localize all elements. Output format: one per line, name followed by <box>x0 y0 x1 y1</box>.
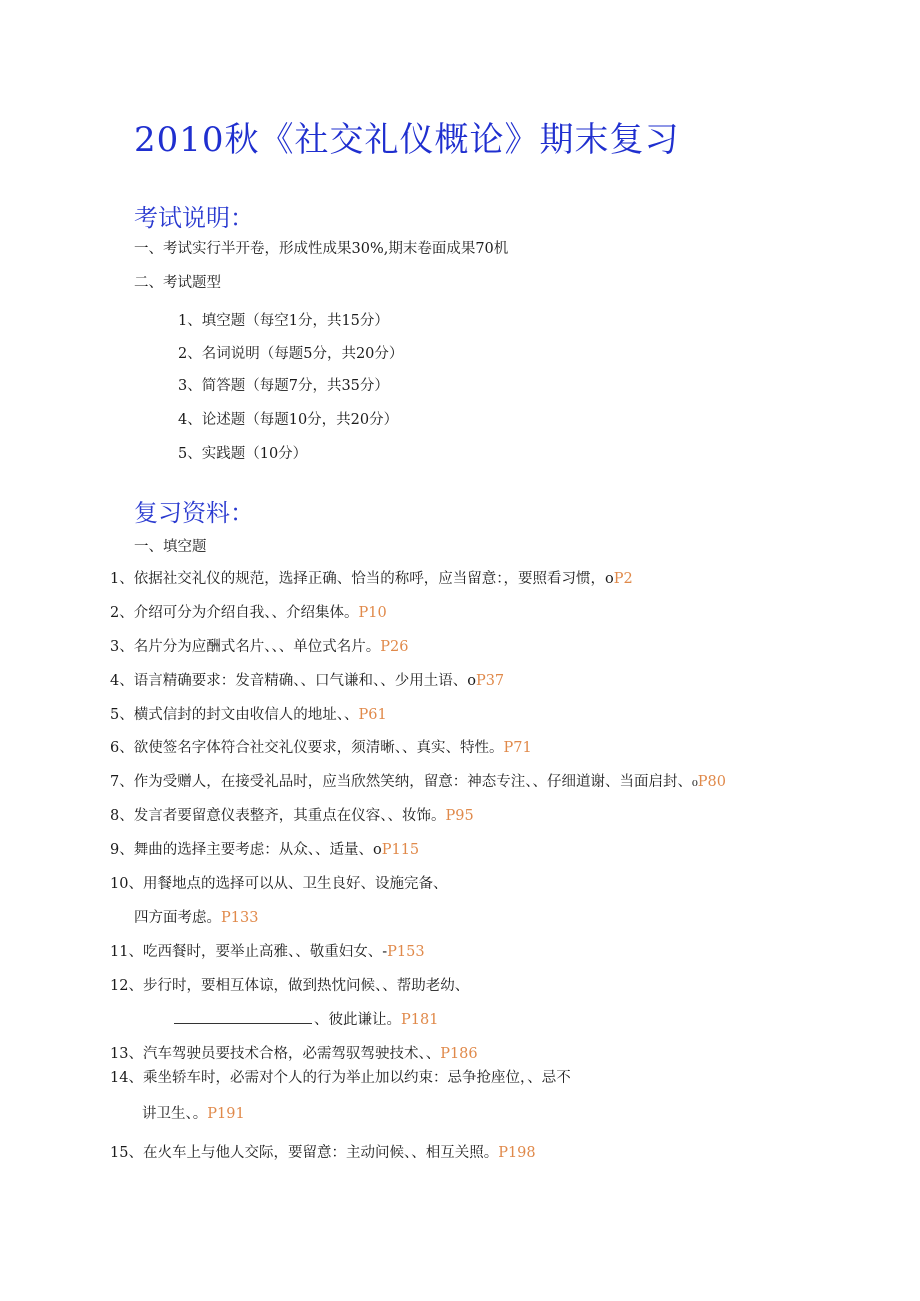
exam-type-5: 5、实践题（10分） <box>178 446 308 462</box>
fill-item: 7、作为受赠人，在接受礼品时，应当欣然笑纳，留意：神态专注、、仔细道谢、当面启封、₀P80 <box>110 774 727 790</box>
exam-heading: 考试说明： <box>134 204 254 232</box>
page-title: 2010秋《社交礼仪概论》期末复习 <box>134 120 680 160</box>
fill-item: 12、步行时，要相互体谅，做到热忱问候、、帮助老幼、 <box>110 978 470 994</box>
exam-type-4: 4、论述题（每题10分，共20分） <box>178 412 399 428</box>
fill-item: 4、语言精确要求：发音精确、、口气谦和、、少用土语、oP37 <box>110 673 505 689</box>
review-section: 一、填空题 <box>134 539 207 555</box>
fill-item-continuation: 四方面考虑。P133 <box>134 910 259 926</box>
exam-type-1: 1、填空题（每空1分，共15分） <box>178 313 389 329</box>
fill-item-continuation: 讲卫生、。P191 <box>142 1106 245 1122</box>
fill-item: 13、汽车驾驶员要技术合格，必需驾驭驾驶技术、、P186 <box>110 1046 478 1062</box>
fill-item: 9、舞曲的选择主要考虑：从众、、适量、oP115 <box>110 842 420 858</box>
fill-item-continuation: 、彼此谦让。P181 <box>174 1009 438 1031</box>
exam-line-2: 二、考试题型 <box>134 275 221 291</box>
review-heading: 复习资料： <box>134 499 254 527</box>
fill-item: 11、吃西餐时，要举止高雅、、敬重妇女、-P153 <box>110 944 425 960</box>
fill-item: 15、在火车上与他人交际，要留意：主动问候、、相互关照。P198 <box>110 1145 536 1161</box>
fill-item: 6、欲使签名字体符合社交礼仪要求，须清晰、、真实、特性。P71 <box>110 740 532 756</box>
fill-item: 8、发言者要留意仪表整齐，其重点在仪容、、妆饰。P95 <box>110 808 474 824</box>
fill-item: 2、介绍可分为介绍自我、、介绍集体。P10 <box>110 605 387 621</box>
exam-line-1: 一、考试实行半开卷，形成性成果30%,期末卷面成果70机 <box>134 241 509 257</box>
fill-item: 3、名片分为应酬式名片、、、单位式名片。P26 <box>110 639 409 655</box>
answer-blank-line <box>174 1009 312 1024</box>
fill-item: 14、乘坐轿车时，必需对个人的行为举止加以约束：忌争抢座位，、忌不 <box>110 1070 571 1086</box>
exam-type-2: 2、名词说明（每题5分，共20分） <box>178 346 404 362</box>
exam-type-3: 3、简答题（每题7分，共35分） <box>178 378 389 394</box>
fill-item: 1、依据社交礼仪的规范，选择正确、恰当的称呼，应当留意：，要照看习惯，oP2 <box>110 571 633 587</box>
fill-item: 5、横式信封的封文由收信人的地址、、P61 <box>110 707 387 723</box>
fill-item: 10、用餐地点的选择可以从、卫生良好、设施完备、 <box>110 876 448 892</box>
